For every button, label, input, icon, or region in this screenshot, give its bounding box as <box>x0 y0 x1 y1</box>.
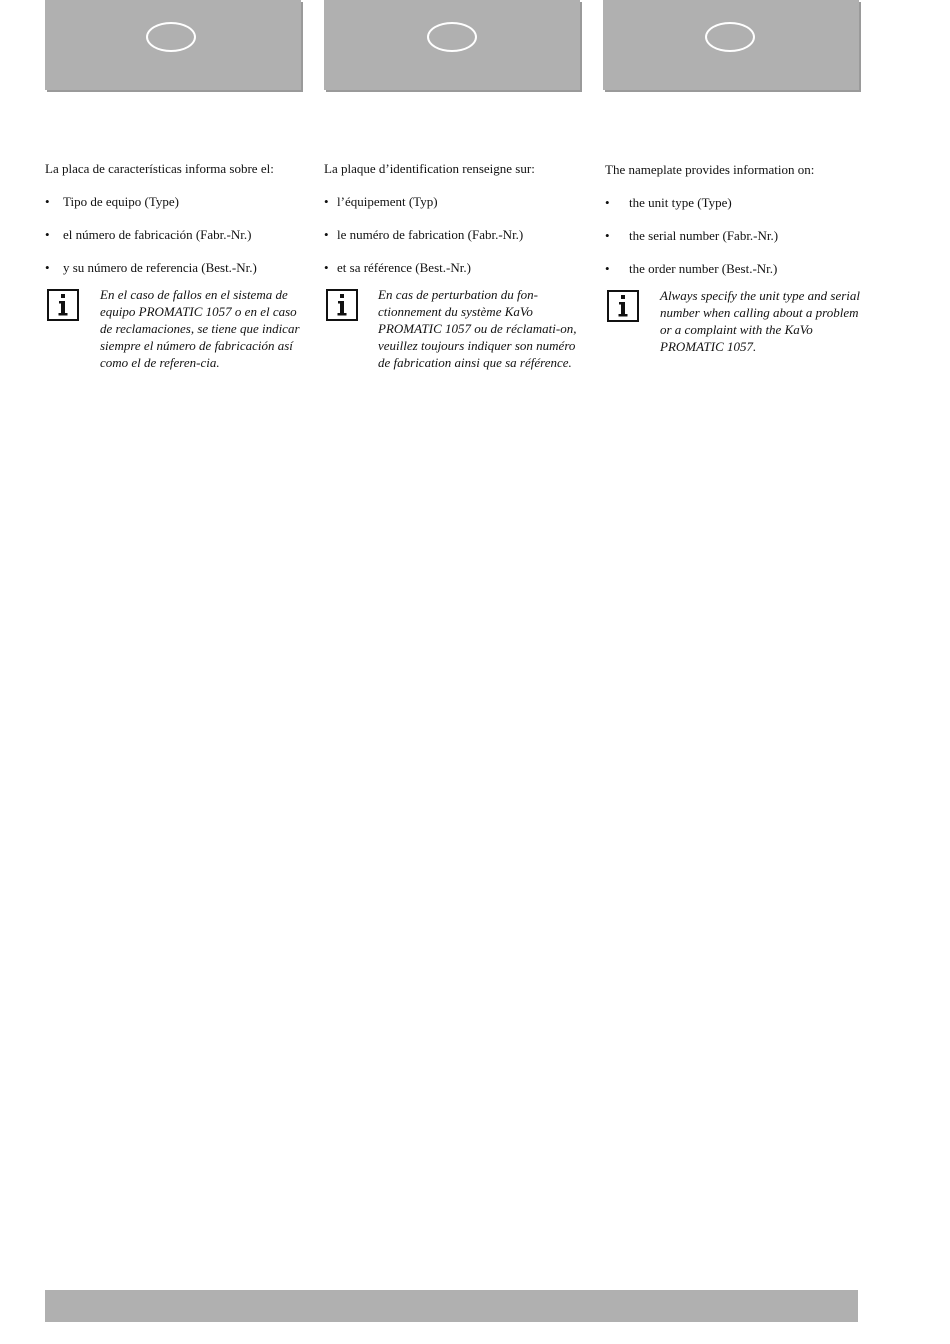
info-note-text: En cas de perturbation du fon-ctionnement du système KaVo PROMATIC 1057 ou de réclamati-on, veuillez toujours indiquer son numéro de fabrication ainsi que sa référence. <box>378 287 577 370</box>
bullet-icon: • <box>605 195 610 210</box>
intro-text: La plaque d’identification renseigne sur: <box>324 161 535 176</box>
info-note-text: En el caso de fallos en el sistema de equipo PROMATIC 1057 o en el caso de reclamaciones, se tiene que indicar siempre el número de fabricación así como el de referen-cia. <box>100 287 300 370</box>
bullet-list <box>605 194 867 277</box>
list-item-text: Tipo de equipo (Type) <box>63 194 179 209</box>
info-icon <box>607 290 639 322</box>
list-item-text: the order number (Best.-Nr.) <box>629 261 778 276</box>
list-item <box>605 194 867 211</box>
list-item <box>45 226 303 243</box>
language-oval-icon <box>427 22 477 52</box>
bullet-icon: • <box>324 260 329 275</box>
list-item-text: le numéro de fabrication (Fabr.-Nr.) <box>337 227 524 242</box>
column-french <box>324 160 582 371</box>
header-tab-spanish <box>45 0 301 90</box>
list-item <box>324 226 582 243</box>
list-item <box>605 227 867 244</box>
info-note <box>45 286 303 371</box>
list-item-text: y su número de referencia (Best.-Nr.) <box>63 260 257 275</box>
list-item-text: el número de fabricación (Fabr.-Nr.) <box>63 227 252 242</box>
list-item <box>45 193 303 210</box>
list-item <box>324 193 582 210</box>
list-item <box>605 260 867 277</box>
info-icon <box>326 289 358 321</box>
bullet-icon: • <box>45 194 50 209</box>
intro-text: The nameplate provides information on: <box>605 162 815 177</box>
bullet-icon: • <box>45 227 50 242</box>
language-oval-icon <box>705 22 755 52</box>
info-icon <box>47 289 79 321</box>
bullet-icon: • <box>45 260 50 275</box>
list-item-text: the serial number (Fabr.-Nr.) <box>629 228 779 243</box>
intro-text: La placa de características informa sobre el: <box>45 161 274 176</box>
bullet-list <box>324 193 582 276</box>
language-oval-icon <box>146 22 196 52</box>
list-item-text: et sa référence (Best.-Nr.) <box>337 260 471 275</box>
bullet-icon: • <box>605 261 610 276</box>
info-note-text: Always specify the unit type and serial number when calling about a problem or a complaint with the KaVo PROMATIC 1057. <box>660 288 861 354</box>
footer-bar <box>45 1290 858 1322</box>
list-item-text: l’équipement (Typ) <box>337 194 438 209</box>
list-item-text: the unit type (Type) <box>629 195 732 210</box>
header-tab-french <box>324 0 580 90</box>
bullet-list <box>45 193 303 276</box>
info-note <box>324 286 582 371</box>
list-item <box>324 259 582 276</box>
header-tab-english <box>603 0 859 90</box>
bullet-icon: • <box>324 227 329 242</box>
bullet-icon: • <box>324 194 329 209</box>
column-spanish <box>45 160 303 371</box>
info-note <box>605 287 867 355</box>
column-english <box>605 161 867 355</box>
bullet-icon: • <box>605 228 610 243</box>
list-item <box>45 259 303 276</box>
